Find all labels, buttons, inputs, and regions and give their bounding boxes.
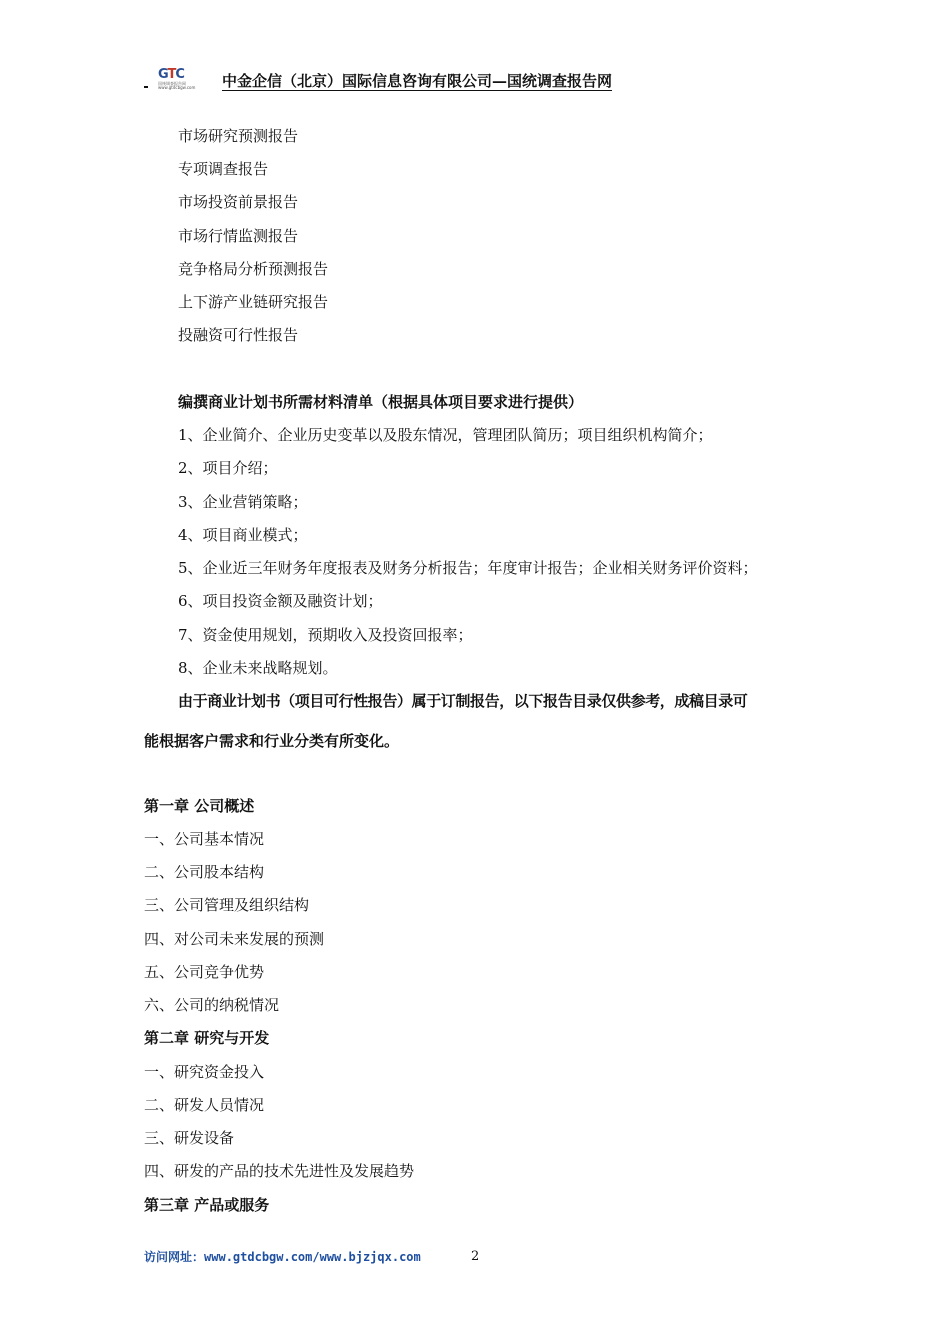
toc-item: 一、公司基本情况 <box>144 830 265 848</box>
toc-item: 六、公司的纳税情况 <box>144 996 280 1014</box>
materials-item: 8、企业未来战略规划。 <box>178 659 338 677</box>
note-line-2: 能根据客户需求和行业分类有所变化。 <box>144 732 400 750</box>
materials-item: 3、企业营销策略； <box>178 493 308 511</box>
chapter-3-title: 第三章 产品或服务 <box>144 1196 270 1214</box>
toc-item: 三、研发设备 <box>144 1129 235 1147</box>
materials-item: 2、项目介绍； <box>178 459 278 477</box>
report-type-item: 市场投资前景报告 <box>178 193 299 211</box>
page-header <box>144 66 814 94</box>
report-type-item: 上下游产业链研究报告 <box>178 293 329 311</box>
page-footer <box>144 1249 421 1265</box>
header-title: 中金企信（北京）国际信息咨询有限公司—国统调查报告网 <box>222 72 613 90</box>
materials-item: 5、企业近三年财务年度报表及财务分析报告；年度审计报告；企业相关财务评价资料； <box>178 559 758 577</box>
toc-item: 五、公司竞争优势 <box>144 963 265 981</box>
report-type-item: 竞争格局分析预测报告 <box>178 260 329 278</box>
report-type-item: 市场行情监测报告 <box>178 227 299 245</box>
report-type-item: 专项调查报告 <box>178 160 269 178</box>
toc-item: 四、对公司未来发展的预测 <box>144 930 325 948</box>
header-bullet <box>144 86 148 88</box>
logo-mark: GTC <box>158 67 184 82</box>
materials-item: 4、项目商业模式； <box>178 526 308 544</box>
footer-label: 访问网址： <box>144 1250 205 1264</box>
logo-url: www.gtdcbgw.com <box>158 85 196 90</box>
toc-item: 二、研发人员情况 <box>144 1096 265 1114</box>
report-type-item: 市场研究预测报告 <box>178 127 299 145</box>
materials-item: 1、企业简介、企业历史变革以及股东情况，管理团队简历；项目组织机构简介； <box>178 426 713 444</box>
toc-item: 二、公司股本结构 <box>144 863 265 881</box>
page-number: 2 <box>471 1249 480 1264</box>
report-type-item: 投融资可行性报告 <box>178 326 299 344</box>
toc-item: 四、研发的产品的技术先进性及发展趋势 <box>144 1162 415 1180</box>
logo-subtitle: 国统调查报告网 <box>158 81 186 86</box>
company-logo <box>158 68 202 90</box>
materials-item: 7、资金使用规划，预期收入及投资回报率； <box>178 626 473 644</box>
toc-item: 一、研究资金投入 <box>144 1063 265 1081</box>
note-line-1: 由于商业计划书（项目可行性报告）属于订制报告，以下报告目录仅供参考，成稿目录可 <box>178 692 748 710</box>
toc-item: 三、公司管理及组织结构 <box>144 896 310 914</box>
chapter-2-title: 第二章 研究与开发 <box>144 1029 270 1047</box>
materials-heading: 编撰商业计划书所需材料清单（根据具体项目要求进行提供） <box>178 393 584 411</box>
materials-item: 6、项目投资金额及融资计划； <box>178 592 383 610</box>
footer-url-link[interactable]: www.gtdcbgw.com/www.bjzjqx.com <box>204 1250 421 1264</box>
chapter-1-title: 第一章 公司概述 <box>144 797 255 815</box>
